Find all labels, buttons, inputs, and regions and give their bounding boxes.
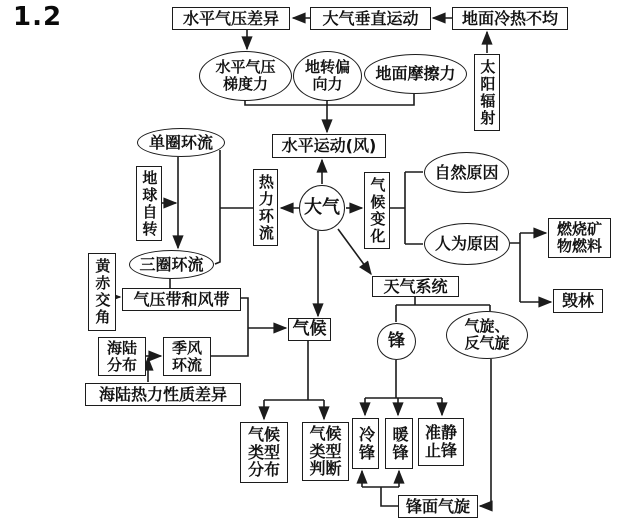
- node-three-cell-circulation: 三圈环流: [129, 250, 214, 279]
- node-surface-friction-force: 地面摩擦力: [364, 54, 467, 94]
- node-atmosphere: 大气: [299, 185, 345, 231]
- node-coriolis-force: [293, 51, 362, 101]
- text-line: 气候: [309, 423, 342, 443]
- text-line: 梯度力: [222, 75, 268, 93]
- node-horizontal-pressure-difference: 水平气压差异: [172, 7, 290, 30]
- node-natural-causes: 自然原因: [424, 152, 509, 193]
- node-human-causes: 人为原因: [424, 223, 510, 265]
- text-line: 海陆: [106, 338, 137, 357]
- text-line: 季风: [171, 338, 202, 357]
- text-line: 分布: [106, 355, 137, 374]
- node-climate-type-judgment: [302, 422, 349, 481]
- node-cyclone-anticyclone: [446, 311, 528, 359]
- text-line: 气旋、: [464, 317, 510, 336]
- node-warm-front: 暖锋: [385, 418, 413, 469]
- node-front: 锋: [377, 323, 416, 360]
- node-earth-rotation: 地球自转: [136, 166, 162, 241]
- node-frontal-cyclone: 锋面气旋: [398, 495, 478, 518]
- text-line: 物燃料: [556, 237, 602, 255]
- node-uneven-surface-heating: 地面冷热不均: [452, 7, 568, 30]
- node-deforestation: 毁林: [553, 289, 603, 313]
- node-weather-systems: 天气系统: [372, 276, 459, 297]
- node-burning-fossil-fuels: [548, 218, 611, 258]
- node-horizontal-motion-wind: 水平运动(风): [272, 134, 386, 158]
- node-single-cell-circulation: 单圈环流: [137, 128, 225, 157]
- node-climate-change: 气候变化: [364, 172, 390, 249]
- node-quasi-stationary-front: [418, 418, 464, 466]
- text-line: 止锋: [424, 441, 457, 460]
- node-ecliptic-obliquity: 黄赤交角: [88, 253, 116, 331]
- text-line: 类型: [309, 441, 342, 461]
- text-line: 燃烧矿: [556, 220, 602, 239]
- node-pressure-gradient-force: [199, 51, 292, 101]
- text-line: 判断: [309, 459, 342, 479]
- text-line: 准静: [424, 423, 457, 443]
- node-climate-type-distribution: [240, 422, 288, 483]
- node-pressure-belts-wind-belts: 气压带和风带: [122, 288, 241, 311]
- node-land-sea-thermal-difference: 海陆热力性质差异: [85, 383, 241, 406]
- text-line: 反气旋: [464, 334, 510, 352]
- text-line: 类型: [247, 442, 280, 462]
- text-line: 环流: [171, 355, 202, 374]
- node-land-sea-distribution: [98, 337, 146, 376]
- node-solar-radiation: 太阳辐射: [474, 54, 500, 131]
- node-thermal-circulation: 热力环流: [253, 169, 278, 246]
- node-monsoon-circulation: [163, 337, 211, 376]
- text-line: 向力: [312, 75, 343, 93]
- text-line: 分布: [247, 460, 280, 480]
- text-line: 气候: [247, 424, 280, 444]
- node-cold-front: 冷锋: [352, 418, 379, 469]
- page-number-label: 1.2: [13, 2, 63, 32]
- node-climate: 气候: [288, 318, 331, 341]
- text-line: 水平气压: [215, 58, 276, 77]
- text-line: 地转偏: [304, 58, 350, 77]
- node-vertical-air-motion: 大气垂直运动: [310, 7, 431, 30]
